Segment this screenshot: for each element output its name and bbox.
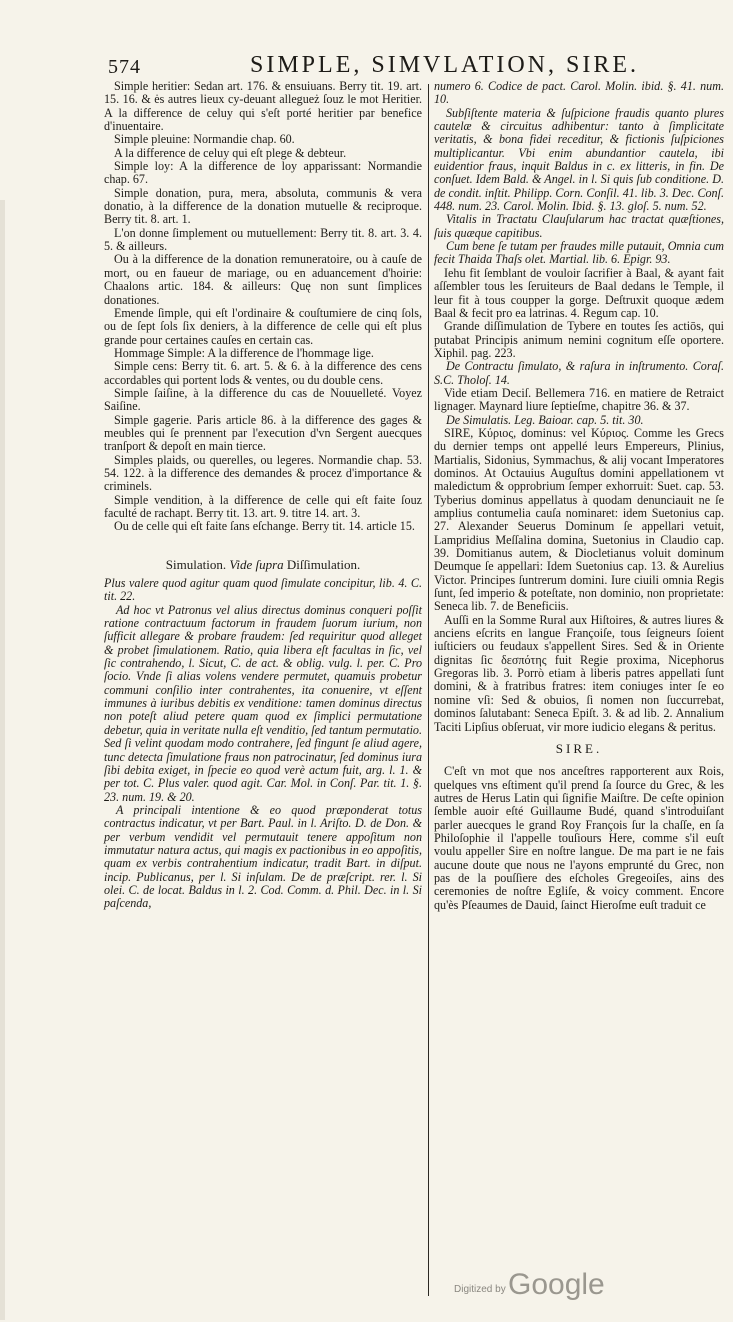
paragraph: A la difference de celuy qui eſt plege & debteur. <box>114 145 347 160</box>
paragraph: Simple loy: A la difference de loy apparissant: Normandie chap. 67. <box>104 159 422 187</box>
sire-heading: SIRE. <box>555 740 603 756</box>
paragraph: Cum bene ſe tutam per fraudes mille putauit, Omnia cum fecit Thaida Thaſs olet. Martial. lib. 6. Epigr. 93. <box>434 239 724 267</box>
paragraph: Plus valere quod agitur quam quod ſimulate concipitur, lib. 4. C. tit. 22. <box>104 576 422 604</box>
paragraph: L'on donne ſimplement ou mutuellement: Berry tit. 8. art. 3. 4. 5. & ailleurs. <box>104 225 422 254</box>
paragraph: Iehu fit ſemblant de vouloir ſacrifier à Baal, & ayant fait aſſembler tous les ſeruiteurs de Baal dedans le Temple, il leur fit à tous coupper la gorge. Deſtruxit quoque ædem Baal & fecit pro ea latrinas. 4. Regum cap. 10. <box>434 265 724 320</box>
digitized-watermark <box>454 1268 684 1304</box>
running-title: SIMPLE, SIMVLATION, SIRE. <box>250 52 640 78</box>
watermark-prefix: Digitized by <box>454 1284 506 1295</box>
paragraph: Emende ſimple, qui eſt l'ordinaire & couſtumiere de cinq ſols, ou de ſept ſols ſix deniers, à la difference de celle qui eſt plus grande pour certaines cauſes en certain cas. <box>104 305 422 347</box>
paragraph: Simple cens: Berry tit. 6. art. 5. & 6. à la difference des cens accordables qui portent lods & ventes, ou du double cens. <box>104 359 422 387</box>
paragraph: Ou à la difference de la donation remuneratoire, ou à cauſe de mort, ou en faueur de mariage, ou en aduancement d'hoirie: Chaalons artic. 184. & ailleurs: Quę non sunt ſimplices donationes. <box>104 252 422 307</box>
paragraph: A principali intentione & eo quod præponderat totus contractus indicatur, vt per Bart. Paul. in l. Ariſto. D. de Don. & per verbum vendidit vel permutauit tenere appoſitum non immutatur natura actus, qui magis ex pactionibus in eo appoſitis, quam ex verbis contrahentium indicatur, tradit Bart. in diſput. incip. Publicanus, per l. Si inſulam. De de præſcript. rer. l. Si olei. C. de locat. Baldus in l. 2. Cod. Comm. d. Phil. Dec. in l. Si paſcenda, <box>104 802 422 911</box>
paragraph: Simple heritier: Sedan art. 176. & ensuiuans. Berry tit. 19. art. 15. 16. & ės autres lieux cy-deuant allegueż ſouz le mot Heritier. A la difference de celuy qui s'eſt porté heritier par benefice d'inuentaire. <box>104 79 422 134</box>
paragraph: De Contractu ſimulato, & raſura in inſtrumento. Coraſ. S.C. Tholoſ. 14. <box>434 359 724 387</box>
paragraph: numero 6. Codice de pact. Carol. Molin. ibid. §. 41. num. 10. <box>434 79 724 107</box>
paragraph: Grande diſſimulation de Tybere en toutes ſes actiōs, qui putabat Principis animum nemini cognitum eſſe oportere. Xiphil. pag. 223. <box>434 319 724 360</box>
left-column <box>104 80 422 911</box>
paragraph: Simple vendition, à la difference de celle qui eſt faite ſouz faculté de rachapt. Berry tit. 13. art. 9. titre 14. art. 3. <box>104 492 422 520</box>
vide-supra: Vide ſupra <box>229 556 284 572</box>
sire-paragraph-list <box>434 765 724 912</box>
page-number: 574 <box>108 56 141 78</box>
paragraph: SIRE, Κύριος, dominus: vel Κύριος. Comme les Grecs du dernier temps ont appellé leurs Empereurs, Plinius, Martialis, Sidonius, Symmachus, & alij vocant Imperatores dominos. At Octauius Auguſtus domini appellationem vt maledictum & opprobrium ſemper exhorruit: Suet. cap. 53. Tyberius dominus appellatus à quodam denunciauit ne ſe amplius contumelia cauſa nominaret: idem Suetonius cap. 27. Alexander Seuerus Dominum ſe appellari vetuit, Lampridius Meſſalina domina, Suetonius in Claudio cap. 39. Domitianus autem, & Diocletianus voluit dominum Deumque ſe appellari: Idem Suetonius cap. 13. & Aurelius Victor. Principes ſuntrerum domini. Iure ciuili omnia Regis ſunt, ſed imperio & poteſtate, non dominio, non proprietate: Seneca lib. 7. de Beneficiis. <box>434 425 724 614</box>
paragraph: Vitalis in Tractatu Clauſularum hac tractat quæſtiones, ſuis quæque capitibus. <box>434 212 724 240</box>
paragraph: Auſſi en la Somme Rural aux Hiſtoires, & autres liures & anciens eſcrits en langue Françoiſe, tous ſeigneurs ſoient iuſticiers ou feudaux s'appellent Sires. Sed & in Oriente dignitas ſic δεσπότης fuit Regie proxima, Nicephorus Gregoras lib. 3. Porrò etiam à liberis patres appellati ſunt domini, & à fratribus fratres: item coniuges inter ſe eo nomine vſi: Sed & obuios, ſi nomen non ſuccurrebat, dominos ſalutabant: Seneca Epiſt. 3. & ad lib. 2. Annalium Taciti Lipſius obſeruat, vir more iudicio elegans & peritus. <box>434 612 724 734</box>
left-latin-list <box>104 577 422 911</box>
paragraph: C'eſt vn mot que nos anceſtres rapporterent aux Rois, quelques vns eſtiment qu'il prend ſa ſource du Grec, & les autres de Herus Latin qui ſignifie Maiſtre. De ceſte opinion ſemble auoir eſté Guillaume Budé, quand s'introduiſant parler auecques le grand Roy François ſur la chaſſe, en ſa Philoſophie il l'appelle touſiours Here, comme s'il euſt voulu appeller Sire en noſtre langue. De ma part ie ne fais aucune doute que nous ne l'ayons emprunté du Grec, non pas de la pouſſiere des eſcholes Gregeoiſes, ains des ceremonies de noſtre Egliſe, & voicy comment. Encore qu'ès Pſeaumes de Dauid, ſainct Hieroſme euſt traduit ce <box>434 764 724 912</box>
right-paragraph-list <box>434 80 724 734</box>
left-paragraph-list <box>104 80 422 534</box>
paragraph: Simples plaids, ou querelles, ou legeres. Normandie chap. 53. 54. 122. à la difference des demandes & procez d'importance & criminels. <box>104 452 422 494</box>
paragraph: Simple pleuine: Normandie chap. 60. <box>114 132 295 147</box>
paragraph: Ad hoc vt Patronus vel alius directus dominus conqueri poſſit ratione contractuum factorum in fraudem ſuorum iurium, non ſufficit allegare & probare fraudem: ſed requiritur quod alleget & probet ſimulationem. Ratio, quia libera eſt facultas in ſic, vel ſic contrahendo, l. Sicut, C. de act. & oblig. vulg. l. per. C. Pro ſocio. Vnde ſi alias volens vendere permutet, quamuis probetur communi conſilio inter contrahentes, ita conuenire, vt eſſent immunes à iuribus debitis ex venditione: tamen dominus directus non poteſt aliud petere quam quod ex ſimplici permutatione debetur, quia in veritate nulla eſt venditio, ſed tantum permutatio. Sed ſi velint quodam modo contrahere, ſed fingunt ſe aliud agere, tunc detecta ſimulatione fraus non patrocinatur, ſed dominus iura ſibi debita exiget, in ſpecie eo quod verè actum fuit, arg. l. 1. & per tot. C. Plus valer. quod agit. Car. Mol. in Conſ. Par. tit. 1. §. 23. num. 19. & 20. <box>104 602 422 804</box>
simulation-heading <box>104 558 422 571</box>
paragraph: Subſiſtente materia & ſuſpicione fraudis quanto plures cautelæ & circuitus adhibentur: tanto à ſimplicitate veritatis, & bona fidei receditur, & fictionis ſuſpiciones multiplicantur. Vbi enim abundantior cautela, ibi euidentior fraus, inquit Baldus in c. ex litteris, in fin. De conſuet. Idem Bald. & Angel. in l. Si quis ſub conditione. D. de condit. inſtit. Philipp. Corn. Conſil. 41. lib. 3. Dec. Conſ. 448. num. 23. Carol. Molin. Ibid. §. 13. gloſ. 5. num. 52. <box>434 105 724 214</box>
paragraph: Ou de celle qui eſt faite ſans eſchange. Berry tit. 14. article 15. <box>114 519 415 534</box>
simulation-word: Simulation. <box>165 556 227 572</box>
paragraph: Vide etiam Deciſ. Bellemera 716. en matiere de Retraict lignager. Maynard liure ſeptieſme, chapitre 36. & 37. <box>434 385 724 414</box>
cross-reference: Diſſimulation. <box>286 556 361 572</box>
page-edge-shadow <box>0 200 5 1320</box>
paragraph: Simple ſaiſine, à la difference du cas de Nouuelleté. Voyez Saiſine. <box>104 385 422 414</box>
google-logo: Google <box>508 1268 605 1301</box>
right-column <box>434 80 724 912</box>
column-divider <box>428 84 429 1296</box>
paragraph: Simple gagerie. Paris article 86. à la difference des gages & meubles qui ſe prennent par l'execution d'vn Sergent auecques tranſport & depoſt en main tierce. <box>104 412 422 454</box>
paragraph: Simple donation, pura, mera, absoluta, communis & vera donatio, à la difference de la donation mutuelle & reciproque. Berry tit. 8. art. 1. <box>104 185 422 227</box>
paragraph: De Simulatis. Leg. Baioar. cap. 5. tit. 30. <box>446 412 644 427</box>
paragraph: Hommage Simple: A la difference de l'hommage lige. <box>114 345 374 360</box>
